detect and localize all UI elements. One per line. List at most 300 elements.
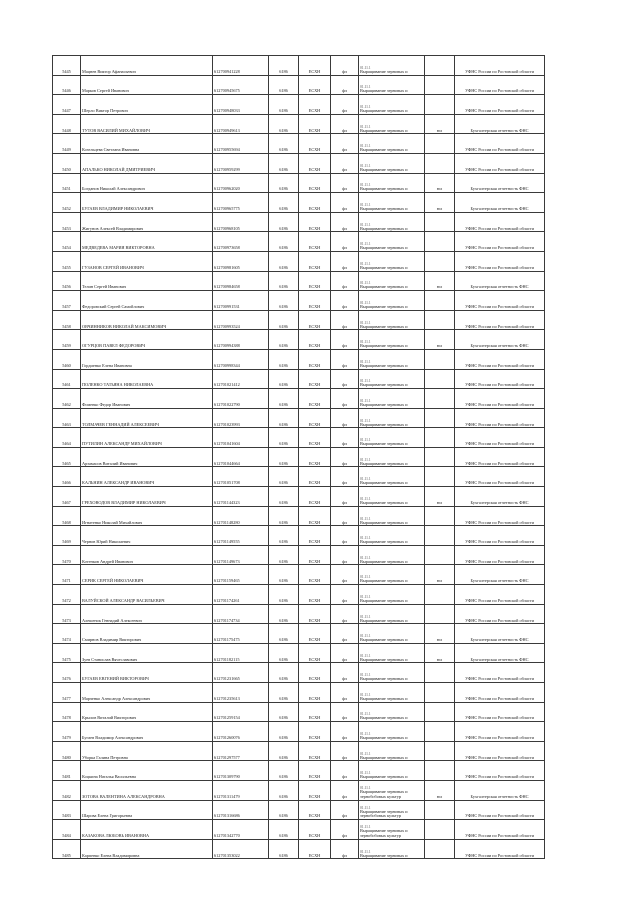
data-source-cell: Бухгалтерская отчетность ФНС (455, 624, 545, 644)
activity-text: Выращивание зерновых и зернобобовых культур (360, 808, 408, 819)
taxpayer-name-cell: КАЛЬНИН АЛЕКСАНДР ИВАНОВИЧ (81, 467, 213, 487)
report-category-cell (425, 800, 455, 820)
activity-code-mark: 01.11.1 (360, 555, 371, 560)
report-category-cell (425, 604, 455, 624)
taxpayer-type-cell: фл (331, 624, 359, 644)
table-row (53, 506, 545, 526)
inn-number-cell: 612701342770 (213, 820, 269, 840)
report-category-cell: юл (425, 173, 455, 193)
table-row (53, 643, 545, 663)
data-source-cell: УФНС России по Ростовской области (455, 95, 545, 115)
data-source-cell: УФНС России по Ростовской области (455, 545, 545, 565)
tax-office-code-cell: 6186 (269, 428, 299, 448)
activity-code-mark: 01.11.1 (360, 281, 371, 286)
inn-number-cell: 612700965775 (213, 193, 269, 213)
inn-number-cell: 612701297577 (213, 741, 269, 761)
row-number-cell: 5446 (53, 75, 81, 95)
activity-text: Выращивание зерновых и (360, 637, 408, 643)
activity-code-mark: 01.11.1 (360, 805, 371, 810)
activity-text: Выращивание зерновых и (360, 225, 408, 231)
row-number-cell: 5467 (53, 487, 81, 507)
data-source-cell: Бухгалтерская отчетность ФНС (455, 114, 545, 134)
row-number-cell: 5483 (53, 800, 81, 820)
taxpayer-type-cell: фл (331, 506, 359, 526)
tax-regime-cell: ЕСХН (299, 604, 331, 624)
taxpayer-type-cell: фл (331, 839, 359, 859)
taxpayer-name-cell: Козельцева Светлана Ивановна (81, 134, 213, 154)
report-category-cell (425, 291, 455, 311)
taxpayer-name-cell: КАЗАКОВА ЛЮБОВЬ ИВАНОВНА (81, 820, 213, 840)
activity-text: Выращивание зерновых и (360, 264, 408, 270)
report-category-cell (425, 663, 455, 683)
table-row (53, 153, 545, 173)
inn-number-cell: 612701235613 (213, 683, 269, 703)
inn-number-cell: 612700941228 (213, 56, 269, 76)
inn-number-cell: 612700945675 (213, 75, 269, 95)
activity-text: Выращивание зерновых и (360, 676, 408, 682)
taxpayer-type-cell: фл (331, 585, 359, 605)
activity-description-cell (359, 683, 425, 703)
activity-description-cell (359, 447, 425, 467)
report-category-cell (425, 467, 455, 487)
taxpayer-type-cell: фл (331, 702, 359, 722)
table-row (53, 56, 545, 76)
activity-text: Выращивание зерновых и зернобобовых культур (360, 828, 408, 839)
report-category-cell: юл (425, 114, 455, 134)
data-source-cell: УФНС России по Ростовской области (455, 683, 545, 703)
report-category-cell (425, 232, 455, 252)
registry-rows (53, 56, 545, 859)
taxpayer-name-cell: Федоровский Сергей Самойлович (81, 291, 213, 311)
row-number-cell: 5475 (53, 643, 81, 663)
inn-number-cell: 612700994388 (213, 330, 269, 350)
table-row (53, 232, 545, 252)
report-category-cell (425, 153, 455, 173)
report-category-cell (425, 95, 455, 115)
report-category-cell: юл (425, 271, 455, 291)
tax-office-code-cell: 6186 (269, 95, 299, 115)
activity-text: Выращивание зерновых и (360, 108, 408, 114)
data-source-cell: Бухгалтерская отчетность ФНС (455, 271, 545, 291)
data-source-cell: УФНС России по Ростовской области (455, 839, 545, 859)
activity-code-mark: 01.11.1 (360, 614, 371, 619)
report-category-cell (425, 839, 455, 859)
taxpayer-name-cell: Марков Сергей Иванович (81, 75, 213, 95)
inn-number-cell: 612701182115 (213, 643, 269, 663)
tax-regime-cell: ЕСХН (299, 839, 331, 859)
inn-number-cell: 612700968105 (213, 212, 269, 232)
activity-description-cell (359, 389, 425, 409)
taxpayer-type-cell: фл (331, 134, 359, 154)
activity-description-cell (359, 56, 425, 76)
taxpayer-name-cell: Котенков Андрей Иванович (81, 545, 213, 565)
report-category-cell (425, 212, 455, 232)
activity-code-mark: 01.11.1 (360, 653, 371, 658)
inn-number-cell: 612700973658 (213, 232, 269, 252)
taxpayer-name-cell: ОВЧИННИКОВ НИКОЛАЙ МАКСИМОВИЧ (81, 310, 213, 330)
tax-office-code-cell: 6186 (269, 114, 299, 134)
report-category-cell: юл (425, 643, 455, 663)
report-category-cell: юл (425, 330, 455, 350)
tax-office-code-cell: 6186 (269, 467, 299, 487)
row-number-cell: 5452 (53, 193, 81, 213)
activity-description-cell (359, 212, 425, 232)
tax-regime-cell: ЕСХН (299, 545, 331, 565)
table-row (53, 585, 545, 605)
activity-code-mark: 01.11.1 (360, 692, 371, 697)
taxpayer-name-cell: ТУТОВ ВАСИЛИЙ МИХАЙЛОВИЧ (81, 114, 213, 134)
tax-regime-cell: ЕСХН (299, 428, 331, 448)
table-row (53, 251, 545, 271)
taxpayer-name-cell: Алешенок Геннадий Алексеевич (81, 604, 213, 624)
taxpayer-name-cell: ТОЛМАЧЕВ ГЕННАДИЙ АЛЕКСЕЕВИЧ (81, 408, 213, 428)
inn-number-cell: 612701149673 (213, 545, 269, 565)
tax-regime-cell: ЕСХН (299, 585, 331, 605)
tax-regime-cell: ЕСХН (299, 565, 331, 585)
data-source-cell: УФНС России по Ростовской области (455, 467, 545, 487)
data-source-cell: УФНС России по Ростовской области (455, 506, 545, 526)
tax-regime-cell: ЕСХН (299, 291, 331, 311)
tax-office-code-cell: 6186 (269, 663, 299, 683)
tax-office-code-cell: 6186 (269, 153, 299, 173)
row-number-cell: 5474 (53, 624, 81, 644)
row-number-cell: 5450 (53, 153, 81, 173)
table-row (53, 310, 545, 330)
taxpayer-name-cell: Фоменко Федор Иванович (81, 389, 213, 409)
inn-number-cell: 612701316686 (213, 800, 269, 820)
activity-text: Выращивание зерновых и (360, 499, 408, 505)
report-category-cell (425, 585, 455, 605)
activity-description-cell (359, 232, 425, 252)
tax-regime-cell: ЕСХН (299, 212, 331, 232)
taxpayer-type-cell: фл (331, 800, 359, 820)
report-category-cell (425, 75, 455, 95)
taxpayer-type-cell: фл (331, 173, 359, 193)
data-source-cell: УФНС России по Ростовской области (455, 663, 545, 683)
report-category-cell (425, 369, 455, 389)
activity-code-mark: 01.11.1 (360, 751, 371, 756)
activity-text: Выращивание зерновых и (360, 480, 408, 486)
tax-regime-cell: ЕСХН (299, 820, 331, 840)
table-row (53, 428, 545, 448)
activity-code-mark: 01.11.1 (360, 144, 371, 149)
table-row (53, 780, 545, 800)
data-source-cell: УФНС России по Ростовской области (455, 800, 545, 820)
inn-number-cell: 612701353022 (213, 839, 269, 859)
report-category-cell (425, 134, 455, 154)
report-category-cell: юл (425, 193, 455, 213)
activity-text: Выращивание зерновых и (360, 362, 408, 368)
taxpayer-name-cell: АПАЛЬКО НИКОЛАЙ ДМИТРИЕВИЧ (81, 153, 213, 173)
tax-office-code-cell: 6186 (269, 565, 299, 585)
tax-office-code-cell: 6186 (269, 839, 299, 859)
data-source-cell: Бухгалтерская отчетность ФНС (455, 643, 545, 663)
activity-code-mark: 01.11.1 (360, 771, 371, 776)
row-number-cell: 5479 (53, 722, 81, 742)
row-number-cell: 5449 (53, 134, 81, 154)
row-number-cell: 5448 (53, 114, 81, 134)
activity-code-mark: 01.11.1 (360, 516, 371, 521)
row-number-cell: 5456 (53, 271, 81, 291)
inn-number-cell: 612701022790 (213, 389, 269, 409)
activity-description-cell (359, 604, 425, 624)
taxpayer-name-cell: Чернов Юрий Николаевич (81, 526, 213, 546)
inn-number-cell: 612701023993 (213, 408, 269, 428)
taxpayer-name-cell: Уборка Галина Петровна (81, 741, 213, 761)
taxpayer-type-cell: фл (331, 389, 359, 409)
inn-number-cell: 612700949613 (213, 114, 269, 134)
taxpayer-name-cell: МЕДВЕДЕВА МАРИЯ ВИКТОРОВНА (81, 232, 213, 252)
table-row (53, 330, 545, 350)
activity-text: Выращивание зерновых и (360, 578, 408, 584)
activity-description-cell (359, 545, 425, 565)
activity-description-cell (359, 487, 425, 507)
data-source-cell: УФНС России по Ростовской области (455, 604, 545, 624)
activity-text: Выращивание зерновых и (360, 852, 408, 858)
activity-text: Выращивание зерновых и (360, 656, 408, 662)
activity-description-cell (359, 173, 425, 193)
report-category-cell (425, 251, 455, 271)
taxpayer-type-cell: фл (331, 820, 359, 840)
activity-text: Выращивание зерновых и (360, 147, 408, 153)
tax-office-code-cell: 6186 (269, 389, 299, 409)
taxpayer-name-cell: Арзамасов Виталий Иванович (81, 447, 213, 467)
activity-code-mark: 01.11.1 (360, 825, 371, 830)
data-source-cell: УФНС России по Ростовской области (455, 75, 545, 95)
table-row (53, 663, 545, 683)
tax-office-code-cell: 6186 (269, 447, 299, 467)
activity-description-cell (359, 428, 425, 448)
table-row (53, 369, 545, 389)
table-row (53, 212, 545, 232)
activity-text: Выращивание зерновых и (360, 166, 408, 172)
taxpayer-type-cell: фл (331, 212, 359, 232)
taxpayer-type-cell: фл (331, 349, 359, 369)
inn-number-cell: 612700998344 (213, 349, 269, 369)
inn-number-cell: 612701021412 (213, 369, 269, 389)
taxpayer-type-cell: фл (331, 291, 359, 311)
activity-text: Выращивание зерновых и зернобобовых культур (360, 789, 408, 799)
taxpayer-name-cell: БУГАЕВ ЕВГЕНИЙ ВИКТОРОВИЧ (81, 663, 213, 683)
taxpayer-type-cell: фл (331, 722, 359, 742)
inn-number-cell: 612701149555 (213, 526, 269, 546)
activity-code-mark: 01.11.1 (360, 242, 371, 247)
tax-office-code-cell: 6186 (269, 702, 299, 722)
data-source-cell: УФНС России по Ростовской области (455, 585, 545, 605)
data-source-cell: УФНС России по Ростовской области (455, 722, 545, 742)
row-number-cell: 5481 (53, 761, 81, 781)
tax-office-code-cell: 6186 (269, 820, 299, 840)
taxpayer-type-cell: фл (331, 447, 359, 467)
row-number-cell: 5477 (53, 683, 81, 703)
table-row (53, 800, 545, 820)
taxpayer-name-cell: ПОЛЕНКО ТАТЬЯНА НИКОЛАЕВНА (81, 369, 213, 389)
data-source-cell: УФНС России по Ростовской области (455, 389, 545, 409)
registry-table (52, 55, 545, 859)
row-number-cell: 5476 (53, 663, 81, 683)
activity-code-mark: 01.11.1 (360, 85, 371, 90)
taxpayer-name-cell: Зуев Станислав Вячеславович (81, 643, 213, 663)
activity-description-cell (359, 369, 425, 389)
table-row (53, 761, 545, 781)
inn-number-cell: 612701309790 (213, 761, 269, 781)
activity-description-cell (359, 114, 425, 134)
activity-description-cell (359, 761, 425, 781)
taxpayer-name-cell: Богданов Николай Александрович (81, 173, 213, 193)
inn-number-cell: 612701144323 (213, 487, 269, 507)
taxpayer-name-cell: Карпенко Елена Владимировна (81, 839, 213, 859)
activity-description-cell (359, 643, 425, 663)
tax-regime-cell: ЕСХН (299, 153, 331, 173)
activity-text: Выращивание зерновых и (360, 304, 408, 310)
taxpayer-type-cell: фл (331, 780, 359, 800)
table-row (53, 565, 545, 585)
table-row (53, 134, 545, 154)
taxpayer-type-cell: фл (331, 467, 359, 487)
tax-regime-cell: ЕСХН (299, 526, 331, 546)
activity-description-cell (359, 702, 425, 722)
row-number-cell: 5465 (53, 447, 81, 467)
tax-regime-cell: ЕСХН (299, 349, 331, 369)
inn-number-cell: 612700981605 (213, 251, 269, 271)
activity-code-mark: 01.11.1 (360, 849, 371, 854)
table-row (53, 741, 545, 761)
taxpayer-name-cell: ПУТИЛИН АЛЕКСАНДР МИХАЙЛОВИЧ (81, 428, 213, 448)
data-source-cell: УФНС России по Ростовской области (455, 428, 545, 448)
activity-code-mark: 01.11.1 (360, 379, 371, 384)
tax-regime-cell: ЕСХН (299, 643, 331, 663)
row-number-cell: 5457 (53, 291, 81, 311)
inn-number-cell: 612701148280 (213, 506, 269, 526)
taxpayer-type-cell: фл (331, 428, 359, 448)
row-number-cell: 5453 (53, 212, 81, 232)
table-row (53, 487, 545, 507)
taxpayer-type-cell: фл (331, 761, 359, 781)
tax-regime-cell: ЕСХН (299, 389, 331, 409)
tax-regime-cell: ЕСХН (299, 134, 331, 154)
tax-office-code-cell: 6186 (269, 330, 299, 350)
report-category-cell: юл (425, 565, 455, 585)
taxpayer-type-cell: фл (331, 408, 359, 428)
taxpayer-type-cell: фл (331, 330, 359, 350)
report-category-cell (425, 545, 455, 565)
report-category-cell (425, 349, 455, 369)
taxpayer-name-cell: Гордиенко Елена Ивановна (81, 349, 213, 369)
tax-office-code-cell: 6186 (269, 741, 299, 761)
taxpayer-name-cell: БУГАЕВ ВЛАДИМИР НИКОЛАЕВИЧ (81, 193, 213, 213)
taxpayer-name-cell: ГУЗАНОВ СЕРГЕЙ ИВАНОВИЧ (81, 251, 213, 271)
inn-number-cell: 612700962020 (213, 173, 269, 193)
tax-office-code-cell: 6186 (269, 271, 299, 291)
activity-description-cell (359, 349, 425, 369)
activity-text: Выращивание зерновых и (360, 617, 408, 623)
activity-text: Выращивание зерновых и (360, 186, 408, 192)
activity-description-cell (359, 506, 425, 526)
table-row (53, 722, 545, 742)
taxpayer-name-cell: Смирнов Владимир Викторович (81, 624, 213, 644)
inn-number-cell: 612701231665 (213, 663, 269, 683)
taxpayer-type-cell: фл (331, 545, 359, 565)
activity-description-cell (359, 251, 425, 271)
tax-regime-cell: ЕСХН (299, 193, 331, 213)
tax-office-code-cell: 6186 (269, 800, 299, 820)
table-row (53, 389, 545, 409)
row-number-cell: 5461 (53, 369, 81, 389)
taxpayer-type-cell: фл (331, 604, 359, 624)
row-number-cell: 5447 (53, 95, 81, 115)
activity-text: Выращивание зерновых и (360, 323, 408, 329)
data-source-cell: УФНС России по Ростовской области (455, 820, 545, 840)
activity-code-mark: 01.11.1 (360, 183, 371, 188)
taxpayer-type-cell: фл (331, 232, 359, 252)
tax-regime-cell: ЕСХН (299, 663, 331, 683)
data-source-cell: Бухгалтерская отчетность ФНС (455, 173, 545, 193)
activity-code-mark: 01.11.1 (360, 438, 371, 443)
tax-regime-cell: ЕСХН (299, 369, 331, 389)
report-category-cell: юл (425, 487, 455, 507)
activity-code-mark: 01.11.1 (360, 536, 371, 541)
row-number-cell: 5471 (53, 565, 81, 585)
table-row (53, 95, 545, 115)
inn-number-cell: 612701311479 (213, 780, 269, 800)
activity-description-cell (359, 820, 425, 840)
table-row (53, 545, 545, 565)
tax-regime-cell: ЕСХН (299, 173, 331, 193)
report-category-cell (425, 310, 455, 330)
row-number-cell: 5484 (53, 820, 81, 840)
activity-description-cell (359, 291, 425, 311)
tax-regime-cell: ЕСХН (299, 330, 331, 350)
data-source-cell: УФНС России по Ростовской области (455, 702, 545, 722)
tax-regime-cell: ЕСХН (299, 683, 331, 703)
data-source-cell: УФНС России по Ростовской области (455, 232, 545, 252)
activity-text: Выращивание зерновых и (360, 715, 408, 721)
report-category-cell (425, 820, 455, 840)
activity-description-cell (359, 526, 425, 546)
inn-number-cell: 612700993524 (213, 310, 269, 330)
tax-office-code-cell: 6186 (269, 310, 299, 330)
activity-code-mark: 01.11.1 (360, 163, 371, 168)
inn-number-cell: 612701259154 (213, 702, 269, 722)
tax-office-code-cell: 6186 (269, 291, 299, 311)
table-row (53, 271, 545, 291)
row-number-cell: 5464 (53, 428, 81, 448)
tax-office-code-cell: 6186 (269, 526, 299, 546)
taxpayer-type-cell: фл (331, 193, 359, 213)
activity-code-mark: 01.11.1 (360, 634, 371, 639)
report-category-cell: юл (425, 780, 455, 800)
inn-number-cell: 612701175475 (213, 624, 269, 644)
activity-description-cell (359, 330, 425, 350)
activity-code-mark: 01.11.1 (360, 203, 371, 208)
table-row (53, 447, 545, 467)
report-category-cell (425, 761, 455, 781)
table-row (53, 526, 545, 546)
taxpayer-name-cell: ВАЛУЙСКОЙ АЛЕКСАНДР ВАСИЛЬЕВИЧ (81, 585, 213, 605)
activity-code-mark: 01.11.1 (360, 712, 371, 717)
data-source-cell: Бухгалтерская отчетность ФНС (455, 565, 545, 585)
activity-description-cell (359, 408, 425, 428)
table-row (53, 702, 545, 722)
table-row (53, 75, 545, 95)
inn-number-cell: 612700991531 (213, 291, 269, 311)
activity-description-cell (359, 585, 425, 605)
activity-code-mark: 01.11.1 (360, 105, 371, 110)
taxpayer-type-cell: фл (331, 643, 359, 663)
taxpayer-type-cell: фл (331, 75, 359, 95)
activity-code-mark: 01.11.1 (360, 575, 371, 580)
tax-office-code-cell: 6186 (269, 643, 299, 663)
